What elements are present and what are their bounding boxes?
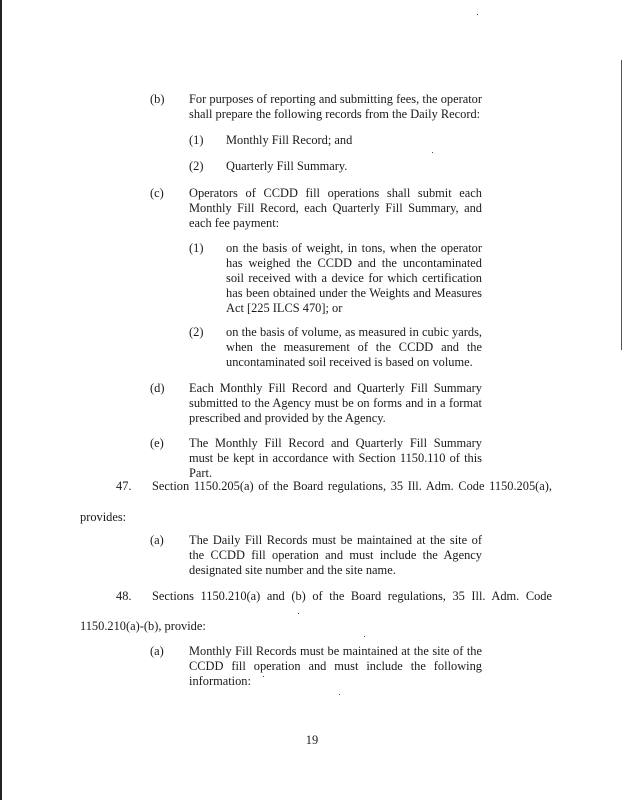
para-48-line2: 1150.210(a)-(b), provide:	[80, 619, 206, 633]
para-e-label: (e)	[150, 436, 164, 450]
page-number: 19	[305, 733, 319, 747]
para-d-text: Each Monthly Fill Record and Quarterly Fill Summary submitted to the Agency must be on forms and in a format prescribed and provided by the Agency.	[189, 381, 482, 425]
scan-speck	[432, 152, 433, 153]
para-47-number: 47.	[116, 479, 132, 493]
scan-speck	[364, 636, 365, 637]
para-d-label: (d)	[150, 381, 165, 395]
para-c1-label: (1)	[189, 241, 204, 255]
para-47a-text: The Daily Fill Records must be maintained at the site of the CCDD fill operation and must include the Agency designated site number and the site name.	[189, 533, 482, 577]
scan-speck	[339, 694, 340, 695]
scan-speck	[298, 613, 299, 614]
para-b1-text: Monthly Fill Record; and	[226, 133, 353, 147]
para-c1-text: on the basis of weight, in tons, when the operator has weighed the CCDD and the uncontaminated soil received with a device for which certification has been obtained under the Weights and Measures Act [225 ILCS 470]; or	[226, 241, 482, 315]
para-47-line1: Section 1150.205(a) of the Board regulations, 35 Ill. Adm. Code 1150.205(a),	[152, 479, 552, 493]
scan-speck	[477, 14, 478, 15]
para-c-text: Operators of CCDD fill operations shall submit each Monthly Fill Record, each Quarterly Fill Summary, and each fee payment:	[189, 186, 482, 230]
para-b2-text: Quarterly Fill Summary.	[226, 159, 348, 173]
para-48-number: 48.	[116, 589, 132, 603]
scan-left-edge	[0, 0, 2, 800]
para-47-line2: provides:	[80, 510, 127, 524]
para-e-text: The Monthly Fill Record and Quarterly Fill Summary must be kept in accordance with Section 1150.110 of this Part.	[189, 436, 482, 480]
para-48a-label: (a)	[150, 644, 164, 658]
para-b-label: (b)	[150, 92, 165, 106]
para-48-line1: Sections 1150.210(a) and (b) of the Board regulations, 35 Ill. Adm. Code	[152, 589, 552, 603]
para-c2-text: on the basis of volume, as measured in cubic yards, when the measurement of the CCDD and the uncontaminated soil received is based on volume.	[226, 325, 482, 369]
para-47a-label: (a)	[150, 533, 164, 547]
para-c-label: (c)	[150, 186, 164, 200]
scan-speck	[263, 676, 264, 677]
scan-right-edge	[621, 60, 622, 350]
para-b-text: For purposes of reporting and submitting fees, the operator shall prepare the following records from the Daily Record:	[189, 92, 482, 121]
para-c2-label: (2)	[189, 325, 204, 339]
para-b2-label: (2)	[189, 159, 204, 173]
para-b1-label: (1)	[189, 133, 204, 147]
para-48a-text: Monthly Fill Records must be maintained at the site of the CCDD fill operation and must include the following information:	[189, 644, 482, 688]
